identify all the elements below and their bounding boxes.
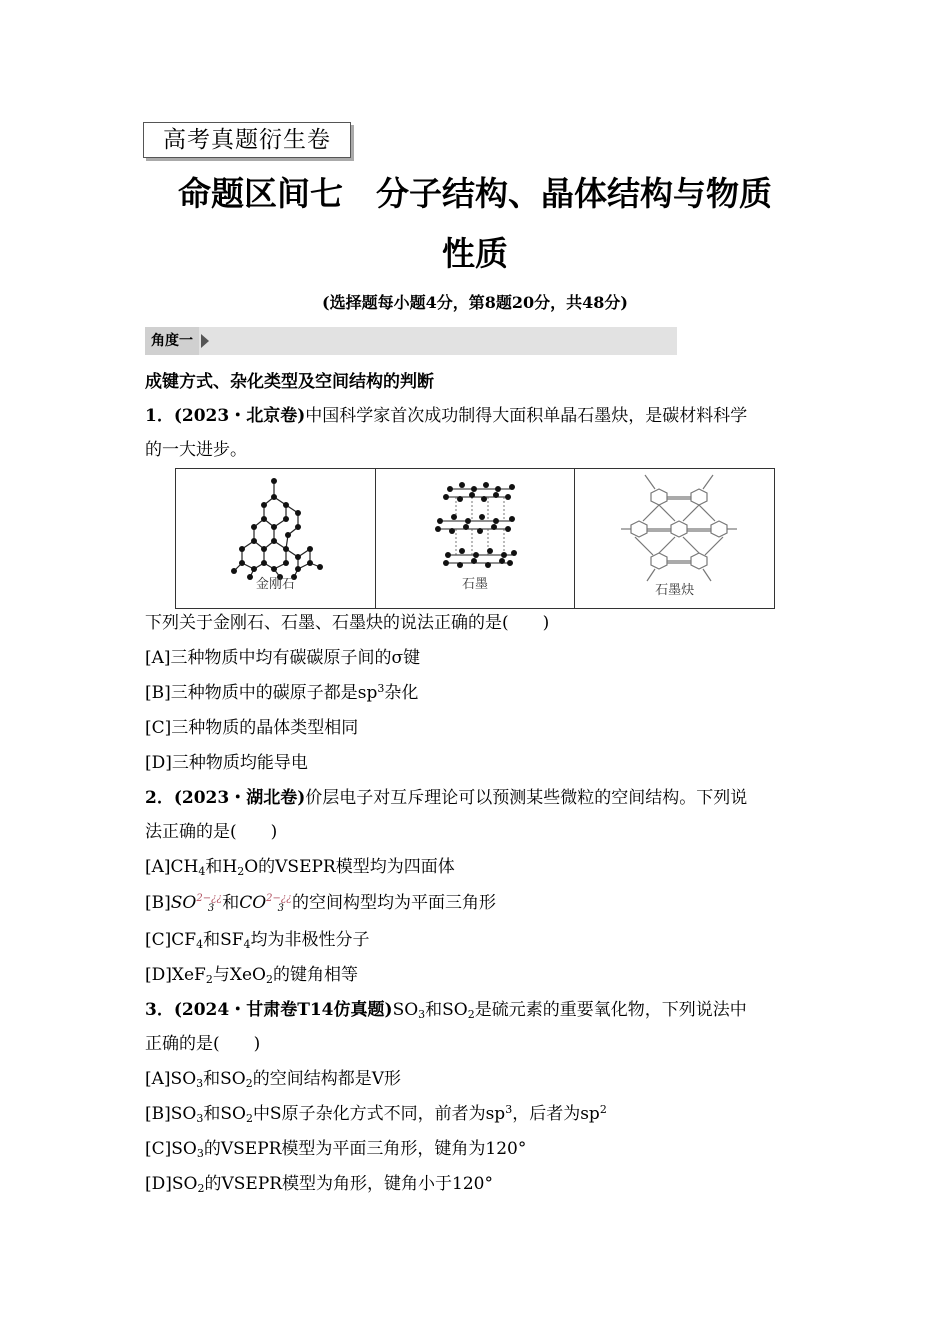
q3-d-sub1: 2 — [197, 1182, 205, 1195]
q3-stem-line2: 正确的是( ) — [145, 1034, 261, 1054]
q3-stem-text3: 是硫元素的重要氧化物，下列说法中 — [474, 1000, 747, 1020]
q1-option-c[interactable]: [C]三种物质的晶体类型相同 — [145, 718, 359, 738]
q3-stem-text2: 和SO — [425, 1000, 468, 1020]
q1-stem-line2: 的一大进步。 — [145, 440, 247, 460]
q2-option-d[interactable] — [145, 963, 815, 987]
carbonate-charge: 2−¿¿ — [266, 893, 292, 904]
q2-d-text3: 的键角相等 — [272, 965, 358, 985]
q2-c-sub2: 4 — [243, 938, 251, 951]
q2-a-text1: [A]CH — [145, 857, 199, 877]
q3-c-sub1: 3 — [196, 1147, 204, 1160]
q3-option-c[interactable] — [145, 1137, 815, 1161]
q1-option-b-rest: 杂化 — [384, 683, 419, 703]
q2-c-sub1: 4 — [196, 938, 204, 951]
q2-c-text3: 均为非极性分子 — [250, 930, 370, 950]
sulfite-formula: SO — [170, 893, 197, 913]
q1-number: 1． — [145, 406, 174, 426]
q3-source: (2024・甘肃卷T14仿真题) — [173, 1000, 393, 1020]
sulfite-ion — [170, 893, 222, 914]
q1-stem-text: 中国科学家首次成功制得大面积单晶石墨炔，是碳材料科学 — [305, 406, 748, 426]
q3-a-text1: [A]SO — [145, 1069, 197, 1089]
q2-option-c[interactable] — [145, 928, 815, 952]
q1-option-b-text: [B]三种物质中的碳原子都是sp — [145, 683, 378, 703]
q3-c-text2: 的VSEPR模型为平面三角形，键角为120° — [203, 1139, 527, 1159]
q2-a-sub1: 4 — [198, 865, 206, 878]
q3-b-sub1: 3 — [196, 1112, 204, 1125]
q1-figure-table — [175, 468, 775, 609]
carbonate-formula: CO — [239, 893, 267, 913]
q2-stem-line1 — [145, 786, 815, 810]
q3-a-text2: 和SO — [203, 1069, 246, 1089]
q1-option-a[interactable]: [A]三种物质中均有碳碳原子间的σ键 — [145, 648, 421, 668]
q3-b-sup1: 3 — [505, 1103, 513, 1116]
q2-a-text2: 和H — [205, 857, 238, 877]
page-title-line2: 性质 — [442, 234, 508, 273]
q2-b-rest: 的空间构型均为平面三角形 — [292, 893, 496, 913]
sulfite-sub: 3 — [207, 903, 215, 914]
q3-a-text3: 的空间结构都是V形 — [252, 1069, 401, 1089]
carbonate-sub: 3 — [277, 903, 284, 914]
caption-graphite: 石墨 — [462, 577, 489, 592]
q3-b-text3: 中S原子杂化方式不同，前者为sp — [252, 1104, 506, 1124]
q2-c-text2: 和SF — [203, 930, 244, 950]
q3-option-b[interactable] — [145, 1102, 815, 1126]
q3-option-d[interactable] — [145, 1172, 815, 1196]
q2-d-text1: [D]XeF — [145, 965, 206, 985]
q1-source: (2023・北京卷) — [173, 406, 306, 426]
q3-stem-text1: SO — [392, 1000, 419, 1020]
q2-stem-line2: 法正确的是( ) — [145, 822, 278, 842]
q2-b-and: 和 — [222, 893, 240, 913]
q2-option-b[interactable] — [145, 891, 815, 915]
q1-option-b[interactable] — [145, 681, 815, 705]
q2-d-text2: 与XeO — [212, 965, 266, 985]
q3-b-text2: 和SO — [203, 1104, 246, 1124]
page-title-line1: 命题区间七 分子结构、晶体结构与物质 — [178, 174, 772, 213]
q2-stem-text: 价层电子对互斥理论可以预测某些微粒的空间结构。下列说 — [305, 788, 748, 808]
figure-graphdiyne — [575, 469, 774, 608]
q3-c-text1: [C]SO — [145, 1139, 197, 1159]
q3-stem-sub1: 3 — [418, 1008, 426, 1021]
q2-a-sub2: 2 — [237, 865, 245, 878]
q2-c-text1: [C]CF — [145, 930, 197, 950]
q3-b-text4: ，后者为sp — [512, 1104, 600, 1124]
angle-banner — [145, 327, 677, 355]
figure-graphite — [376, 469, 576, 608]
q3-d-text2: 的VSEPR模型为角形，键角小于120° — [204, 1174, 494, 1194]
q3-stem-line1 — [145, 998, 815, 1022]
q2-a-text3: O的VSEPR模型均为四面体 — [244, 857, 455, 877]
q2-source: (2023・湖北卷) — [173, 788, 306, 808]
q1-option-d[interactable]: [D]三种物质均能导电 — [145, 753, 308, 773]
sulfite-charge: 2−¿¿ — [196, 893, 222, 904]
q2-d-sub1: 2 — [205, 973, 213, 986]
exam-badge: 高考真题衍生卷 — [143, 122, 351, 158]
caption-graphdiyne: 石墨炔 — [655, 583, 695, 598]
q1-prompt: 下列关于金刚石、石墨、石墨炔的说法正确的是( ) — [145, 613, 550, 633]
q2-option-a[interactable] — [145, 855, 815, 879]
q3-b-sup2: 2 — [599, 1103, 607, 1116]
q3-a-sub2: 2 — [245, 1077, 253, 1090]
figure-diamond — [176, 469, 376, 608]
angle-subtitle: 成键方式、杂化类型及空间结构的判断 — [145, 372, 434, 392]
q1-option-b-sup: 3 — [377, 682, 385, 695]
q3-d-text1: [D]SO — [145, 1174, 198, 1194]
q3-stem-sub2: 2 — [467, 1008, 475, 1021]
caption-diamond: 金刚石 — [255, 577, 295, 592]
carbonate-ion — [239, 893, 292, 914]
q3-a-sub1: 3 — [196, 1077, 204, 1090]
angle-tag: 角度一 — [145, 327, 199, 355]
score-note: (选择题每小题4分，第8题20分，共48分) — [322, 293, 628, 312]
q3-number: 3． — [145, 1000, 174, 1020]
q3-option-a[interactable] — [145, 1067, 815, 1091]
q2-number: 2． — [145, 788, 174, 808]
angle-arrow-icon — [201, 334, 209, 348]
q3-b-sub2: 2 — [245, 1112, 253, 1125]
q3-b-text1: [B]SO — [145, 1104, 197, 1124]
q2-b-label: [B] — [145, 893, 171, 913]
q2-d-sub2: 2 — [265, 973, 273, 986]
q1-stem-line1 — [145, 404, 815, 428]
